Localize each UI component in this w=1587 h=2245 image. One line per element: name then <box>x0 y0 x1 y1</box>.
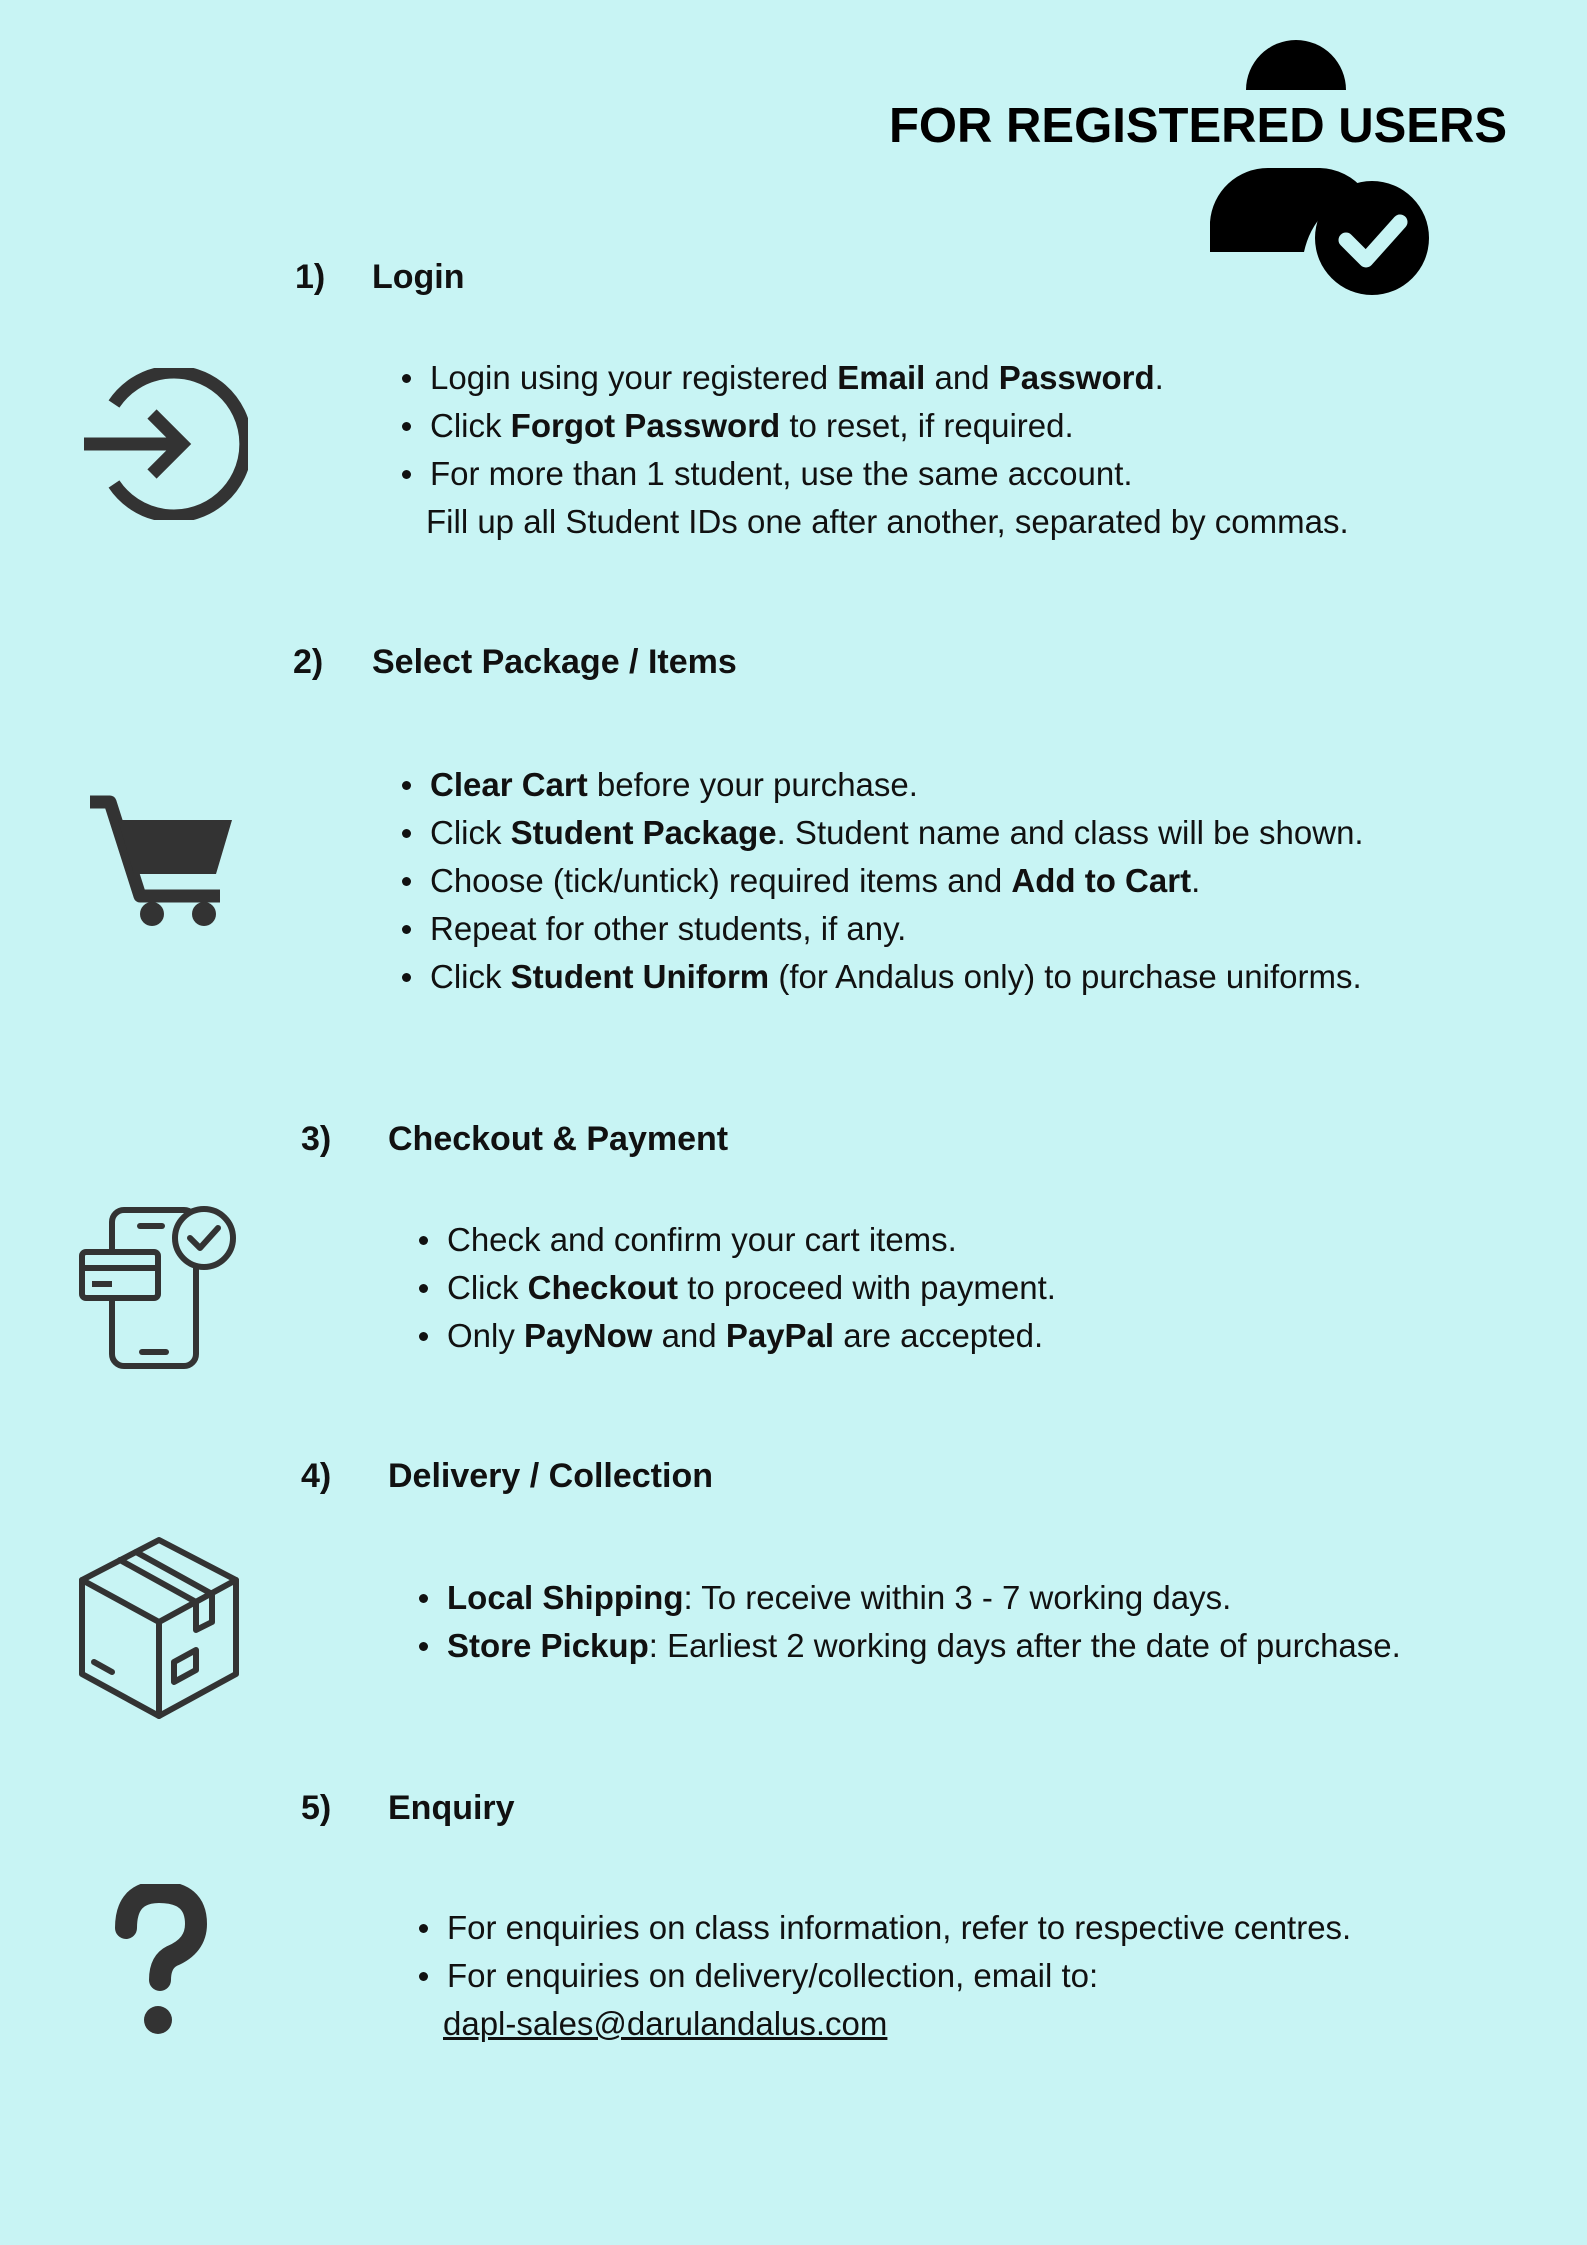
bullet-list <box>417 1574 1401 1670</box>
question-mark-icon <box>108 1884 210 2036</box>
list-item: Click Student Uniform (for Andalus only) to purchase uniforms. <box>400 953 1364 1001</box>
list-item: Repeat for other students, if any. <box>400 905 1364 953</box>
list-item: For enquiries on delivery/collection, email to: <box>417 1952 1351 2000</box>
list-item: Store Pickup: Earliest 2 working days after the date of purchase. <box>417 1622 1401 1670</box>
list-item: Only PayNow and PayPal are accepted. <box>417 1312 1056 1360</box>
step-number: 5) <box>301 1789 332 1827</box>
mobile-payment-icon <box>78 1206 240 1372</box>
step-number: 3) <box>301 1120 332 1158</box>
step-title: Delivery / Collection <box>388 1457 713 1495</box>
bullet-list <box>400 761 1364 1001</box>
bullet-list <box>417 1904 1351 2048</box>
step-title: Checkout & Payment <box>388 1120 729 1158</box>
bullet-list <box>417 1216 1056 1360</box>
list-item: Click Forgot Password to reset, if required. <box>400 402 1349 450</box>
registered-user-check-icon <box>1204 36 1434 301</box>
list-item: For more than 1 student, use the same account. <box>400 450 1349 498</box>
page-title: FOR REGISTERED USERS <box>889 99 1508 153</box>
step-number: 4) <box>301 1457 332 1495</box>
bullet-list <box>400 354 1349 546</box>
step-title: Login <box>372 258 465 296</box>
list-item: Clear Cart before your purchase. <box>400 761 1364 809</box>
list-item: Click Student Package. Student name and class will be shown. <box>400 809 1364 857</box>
list-item: Check and confirm your cart items. <box>417 1216 1056 1264</box>
list-item: Login using your registered Email and Password. <box>400 354 1349 402</box>
step-number: 1) <box>295 258 326 296</box>
list-item: Click Checkout to proceed with payment. <box>417 1264 1056 1312</box>
shopping-cart-icon <box>82 794 234 930</box>
list-item: For enquiries on class information, refer to respective centres. <box>417 1904 1351 1952</box>
list-item-continuation: Fill up all Student IDs one after another, separated by commas. <box>426 503 1349 540</box>
email-link[interactable]: dapl-sales@darulandalus.com <box>443 2005 888 2042</box>
login-arrow-icon <box>78 368 248 520</box>
step-title: Enquiry <box>388 1789 515 1827</box>
step-title: Select Package / Items <box>372 643 737 681</box>
step-number: 2) <box>293 643 324 681</box>
list-item: Local Shipping: To receive within 3 - 7 working days. <box>417 1574 1401 1622</box>
list-item-continuation <box>417 2000 1351 2048</box>
list-item: Choose (tick/untick) required items and Add to Cart. <box>400 857 1364 905</box>
package-box-icon <box>78 1536 240 1720</box>
